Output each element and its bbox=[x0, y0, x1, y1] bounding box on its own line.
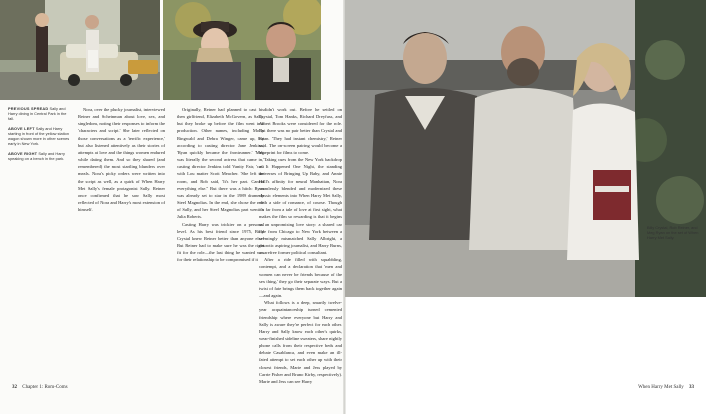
body-column-3 bbox=[259, 106, 342, 385]
body-paragraph: Originally, Reiner had planned to cast his then girlfriend, Elizabeth McGovern, as Sally, but they broke up before the film went into production. Other names, including Molly Ringwald and Debra Winger, came up, but according to casting director Jane Jenkins, 'Ryan quickly became the frontrunner.' 'Meg was literally the second actress that came in,' casting director Jenkins told Vanity Fair, 'cast with Lou matter Scott Meacher. 'She left the room, and Rob said, 'It's her part. Cancel everything else.'' But there was a hitch: Ryan was already set to star in the 1989 dramedy Steel Magnolias. In the end, she chose the role of Sally, and her Steel Magnolias part went to Julia Roberts. bbox=[177, 107, 264, 220]
body-paragraph: Nora, over the plucky journalist, interviewed Reiner and Scheinman about love, sex, and singledom, noting their responses to inform the 'characters and script.' She later reflected on those conversations as a 'terrific experience,' but also listened attentively as their stories of attempts at love and the things women endured while dating them. And so they shared (and remembered) the most startling blunders over meals. Nora's picky orders were written into the script as well, as a quirk of When Harry Met Sally's female protagonist Sally. Reiner once confirmed that he saw Sally most reflected of Nora and Harry's most extension of himself. bbox=[78, 107, 165, 213]
body-paragraph: What follows is a deep, smartly twelve-year acquaintanceship turned cemented friendship where everyone but Harry and Sally is aware they're perfect for each other. Harry and Sally know each other's quirks, wear-finished sideline sweaters, share nightly phone calls from their respective beds and debate Casablanca, and even make an ill-fated attempt to set each other up with their closest friends, Marie and Jess played by Carrie Fisher and Bruno Kirby, respectively). Marie and Jess can see Harry bbox=[259, 300, 342, 384]
body-column-1 bbox=[78, 106, 165, 213]
caption-previous-spread: PREVIOUS SPREAD Sally and Harry dining in Central Park in the fall. bbox=[8, 106, 67, 121]
page-number: 32 bbox=[12, 385, 17, 390]
photo-caption-right: Billy Crystal, Rob Reiner, and Meg Ryan on the set of When Harry Met Sally. bbox=[647, 225, 699, 241]
body-paragraph: Taking cues from the New York backdrop of It Happened One Night, the standing universes of Bringing Up Baby, and Annie Hall's affinity for neural Manhattan, Nora seamlessly blended and modernized these classic elements into When Harry Met Sally, with a side of romance, of course. Though it's far from a tale of love at first sight, what makes the film so rewarding is that it begins as an unpromising love story: a shared car ride from Chicago to New York between a seemingly mismatched Sally Albright, a neurotic aspiring journalist, and Harry Burns, a carefree former political consultant. bbox=[259, 157, 342, 256]
body-paragraph: didn't work out. Before he settled on Crystal, Tom Hanks, Richard Dreyfuss, and Albert Brooks were considered for the role. But there was no pair better than Crystal and Ryan. 'They had instant chemistry,' Reiner said. The on-screen pairing would become a blueprint for films to come. bbox=[259, 107, 342, 155]
body-column-2 bbox=[177, 106, 264, 263]
left-page bbox=[0, 0, 346, 414]
photo-cast-on-set bbox=[345, 0, 706, 297]
caption-above-right: ABOVE RIGHT Sally and Harry speaking on a bench in the park. bbox=[8, 151, 65, 161]
running-head: When Harry Met Sally bbox=[638, 385, 684, 390]
folio-left bbox=[8, 385, 68, 390]
body-paragraph: Casting Harry was trickier on a personal level. As his best friend since 1975, Billy Crystal knew Reiner better than anyone else! But Reiner had to make sure he was the right fit for the role—the last thing he wanted was for their relationship to be compromised if it bbox=[177, 221, 264, 263]
body-paragraph: After a ride filled with squabbling, contempt, and a declaration that 'men and women can never be friends because of the sex thing,' they go their separate ways. But a twist of fate brings them back together again—and again. bbox=[259, 257, 342, 299]
folio-right bbox=[638, 385, 698, 390]
caption-above-left: ABOVE LEFT Sally and Harry starting in front of the yellow station wagon shown more in other scenes early in New York. bbox=[8, 126, 70, 146]
page-number: 33 bbox=[689, 385, 694, 390]
running-head: Chapter 1: Rom-Coms bbox=[22, 385, 68, 390]
photo-captions bbox=[8, 106, 70, 166]
photo-park-bench-scene bbox=[163, 0, 321, 100]
photo-street-car-scene bbox=[0, 0, 160, 100]
